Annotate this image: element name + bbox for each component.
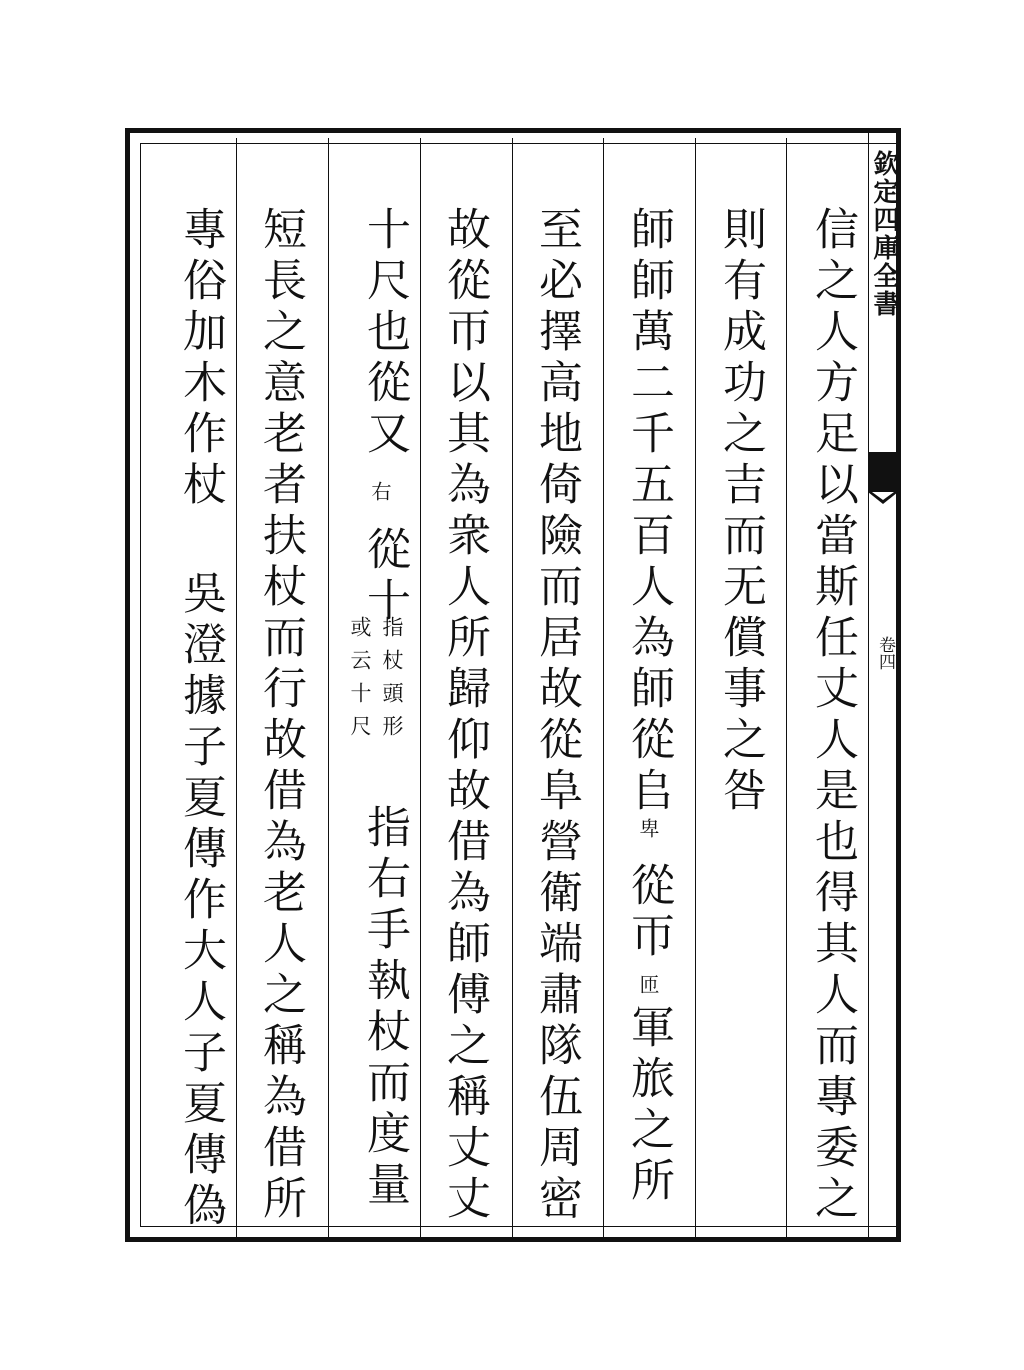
text-column-1 bbox=[808, 206, 856, 1236]
column-rule bbox=[236, 138, 237, 1237]
column-rule bbox=[328, 138, 329, 1237]
text-column-3 bbox=[624, 206, 672, 1236]
column-text: 吳澄據子夏傳作大人子夏傳偽 bbox=[175, 570, 226, 1233]
text-column-4 bbox=[532, 206, 580, 1236]
column-text: 師師萬二千五百人為師從𠂤 bbox=[623, 206, 674, 818]
annotation-note: 卑 bbox=[636, 818, 660, 838]
column-text: 信之人方足以當斯任丈人是也得其人而專委之 bbox=[807, 206, 858, 1226]
column-text: 專俗加木作杖 bbox=[175, 206, 226, 512]
column-text: 則有成功之吉而无償事之咎 bbox=[715, 206, 766, 818]
text-column-5 bbox=[440, 206, 488, 1236]
column-text: 從十 bbox=[359, 526, 410, 628]
annotation-note: 右 bbox=[368, 481, 392, 509]
column-rule bbox=[420, 138, 421, 1237]
column-text: 指右手執杖而度量 bbox=[359, 804, 410, 1212]
fishtail-mark-icon bbox=[868, 452, 898, 508]
annotation-note: 匝 bbox=[636, 974, 660, 994]
column-rule bbox=[512, 138, 513, 1237]
annotation-note-right: 指杖頭形 bbox=[380, 616, 404, 748]
column-text: 至必擇高地倚險而居故從阜營衛端肅隊伍周密 bbox=[531, 206, 582, 1226]
book-title: 欽定四庫全書 bbox=[869, 150, 899, 318]
column-text: 軍旅之所 bbox=[623, 1004, 674, 1208]
text-column-8 bbox=[164, 206, 224, 1236]
column-text: 短長之意老者扶杖而行故借為老人之稱為借所 bbox=[255, 206, 306, 1226]
page-frame bbox=[125, 128, 901, 1242]
frame-inner-border bbox=[140, 143, 899, 1227]
column-rule bbox=[695, 138, 696, 1237]
text-column-2 bbox=[716, 206, 764, 1236]
text-column-7 bbox=[256, 206, 304, 1236]
volume-label: 卷四 bbox=[875, 636, 895, 670]
column-rule bbox=[603, 138, 604, 1237]
column-rule bbox=[786, 138, 787, 1237]
annotation-note-left: 或云十尺 bbox=[348, 616, 372, 748]
column-text: 十尺也從又 bbox=[359, 206, 410, 461]
text-column-6 bbox=[348, 206, 408, 1236]
column-text: 從帀 bbox=[623, 862, 674, 964]
column-text: 故從帀以其為衆人所歸仰故借為師傅之稱丈丈 bbox=[439, 206, 490, 1226]
